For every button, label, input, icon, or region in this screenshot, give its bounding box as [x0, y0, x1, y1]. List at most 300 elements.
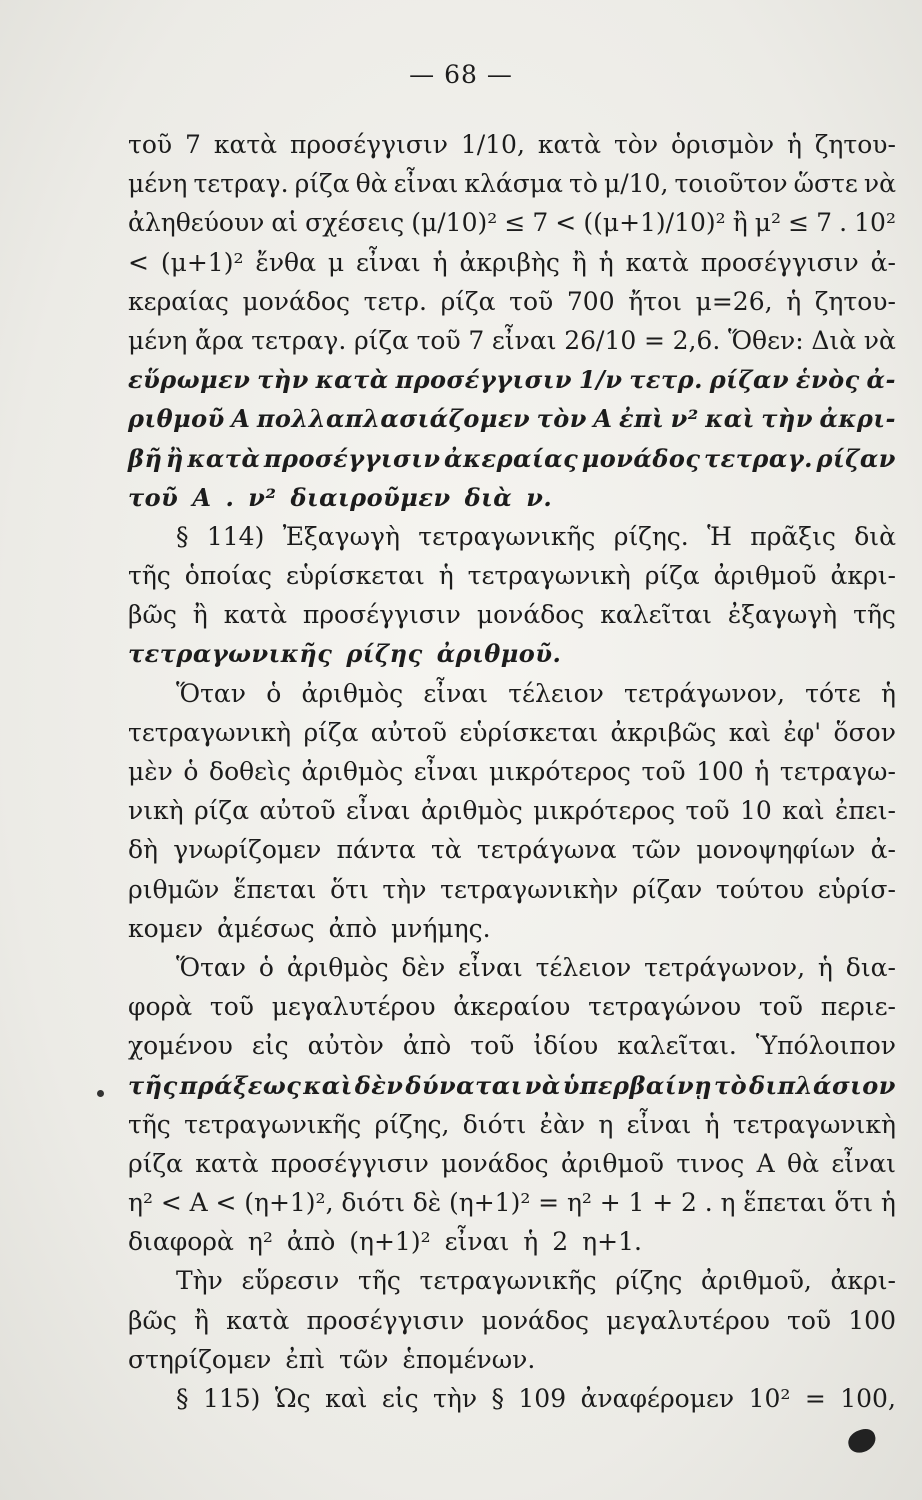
word: η+1.	[582, 1227, 642, 1257]
word: τινος	[676, 1148, 745, 1178]
word: ἀκρι-	[830, 561, 896, 591]
text-line	[128, 125, 896, 164]
word: ὁ	[266, 678, 282, 708]
word: ἀπὸ	[328, 913, 377, 943]
word: προσέγγισιν	[289, 130, 448, 159]
text-line	[128, 830, 896, 869]
word: κατὰ	[195, 1148, 259, 1178]
word: σχέσεις	[305, 208, 405, 238]
word: εἶναι	[444, 1227, 510, 1257]
word: δὲν	[354, 1070, 404, 1100]
word: νὰ	[863, 325, 896, 355]
word: ρίζα	[440, 286, 496, 316]
word: ὁποίας	[184, 561, 272, 591]
word: κατὰ	[187, 443, 261, 473]
word: ν²	[248, 482, 277, 512]
word: προσέγγισιν	[395, 365, 573, 395]
word: ρίζης	[615, 1266, 683, 1296]
word: Ὅταν	[176, 678, 247, 708]
word: κομεν	[128, 913, 204, 943]
word: ἀριθμὸς	[286, 952, 389, 982]
word: ρίζης.	[613, 521, 689, 551]
word: τοῦ	[758, 992, 803, 1022]
word: .	[225, 482, 235, 512]
word: εἶναι	[491, 325, 557, 355]
word: τοῦ	[128, 482, 179, 512]
word: εἶναι	[413, 757, 479, 786]
word: τετραγωνικὴ	[467, 561, 631, 591]
word: δὲ	[412, 1188, 442, 1218]
word: τὸν	[613, 130, 659, 159]
word: εὑρίσ-	[817, 874, 896, 904]
text-line	[128, 674, 896, 713]
ink-dot-mark	[97, 1090, 104, 1097]
word: ἀριθμὸς	[301, 678, 404, 708]
text-line	[128, 1183, 896, 1222]
word: εἶναι	[345, 796, 411, 826]
word: τέλειον	[508, 678, 604, 708]
word: ἀκριβῶς	[610, 717, 717, 747]
word: τοῦ	[641, 757, 686, 786]
word: τετράγωνον,	[644, 952, 806, 982]
word: τῆς	[128, 561, 171, 591]
word: τῆς	[128, 1109, 171, 1139]
word: στηρίζομεν	[128, 1344, 272, 1374]
word: ἢ	[192, 600, 208, 630]
word: προσέγγισιν	[302, 600, 461, 630]
word: διπλάσιον	[749, 1070, 896, 1100]
word: μονάδος	[441, 1148, 549, 1178]
word: 115)	[202, 1384, 261, 1413]
word: ἢ	[165, 443, 184, 473]
leaf-ornament-mark	[845, 1426, 878, 1456]
word: δὴ	[128, 835, 159, 865]
word: τὸ	[713, 1070, 748, 1100]
word: ἡ	[817, 952, 833, 982]
word: ἀκεραίας	[444, 443, 579, 473]
word: ἀναφέρομεν	[580, 1384, 735, 1413]
word: Ὑπόλοιπον	[755, 1031, 896, 1061]
word: 7	[532, 208, 549, 238]
word: μ=26,	[695, 286, 773, 316]
word: ἐπὶ	[285, 1344, 326, 1374]
word: κεραίας	[128, 286, 229, 316]
word: μένη	[128, 325, 188, 355]
word: τὴν	[382, 874, 427, 904]
word: 100,	[840, 1384, 896, 1413]
word: ἀ-	[870, 247, 896, 277]
word: 114)	[206, 521, 265, 551]
word: μεγαλυτέρου	[606, 1305, 770, 1335]
word: ὑπερβαίνῃ	[562, 1070, 713, 1100]
word: η²	[247, 1227, 273, 1257]
word: ἢ	[732, 208, 748, 238]
word: 2,6.	[672, 325, 721, 355]
word: ὥστε	[793, 169, 858, 199]
word: ρίζα	[194, 796, 249, 826]
word: διὰ	[464, 482, 513, 512]
word: τετραγωνικῆς	[418, 521, 596, 551]
word: φορὰ	[128, 992, 193, 1022]
word: καὶ	[303, 1070, 353, 1100]
word: πράξεως	[179, 1070, 302, 1100]
word: τῆς	[853, 600, 896, 630]
text-line	[128, 1105, 896, 1144]
word: ὁ	[258, 952, 274, 982]
word: ρίζα	[128, 1148, 183, 1178]
word: εἰς	[381, 1384, 419, 1413]
word: τοῦ	[787, 1305, 832, 1335]
word: εἶναι	[356, 247, 421, 277]
text-line	[128, 948, 896, 987]
word: .	[704, 1188, 713, 1218]
word: μ/10,	[603, 169, 669, 199]
word: 1/10,	[460, 130, 525, 159]
word: ἡ	[786, 130, 802, 159]
word: 100	[696, 757, 744, 786]
word: Ὡς	[274, 1384, 311, 1413]
word: ἡ	[880, 1188, 896, 1218]
text-line	[128, 1144, 896, 1183]
word: ρίζα	[303, 717, 359, 747]
word: η²	[128, 1188, 153, 1218]
word: μνήμης.	[391, 913, 491, 943]
word: Α	[593, 404, 613, 434]
word: κλάσμα	[464, 169, 563, 199]
word: Ὅταν	[176, 952, 247, 982]
word: (η+1)²	[349, 1227, 431, 1257]
word: δια-	[845, 952, 896, 982]
word: Α	[189, 1188, 208, 1218]
text-line	[128, 360, 896, 399]
word: γνωρίζομεν	[173, 835, 322, 865]
word: ἀληθεύουν	[128, 208, 265, 238]
word: ἀπὸ	[286, 1227, 336, 1257]
word: τέλειον	[535, 952, 632, 982]
word: τοῦ	[128, 130, 173, 159]
word: τοῦ	[209, 992, 254, 1022]
word: τοῦ	[509, 286, 554, 316]
word: ἀ-	[870, 835, 896, 865]
page-body-text	[128, 125, 896, 1418]
word: ἀκεραίου	[453, 992, 571, 1022]
word: ἡ	[438, 561, 454, 591]
word: τὴν	[433, 1384, 478, 1413]
word: τετράγωνον,	[624, 678, 785, 708]
word: προσέγγισιν	[270, 1148, 429, 1178]
word: ἐφ'	[783, 717, 822, 747]
word: διὰ	[854, 521, 896, 551]
word: ἀμέσως	[217, 913, 315, 943]
word: ἀριθμὸς	[301, 757, 404, 786]
word: τοῦ	[470, 1031, 515, 1061]
word: τῶν	[339, 1344, 389, 1374]
text-line	[128, 399, 896, 438]
word: η	[720, 1188, 736, 1218]
word: ἢ	[571, 247, 587, 277]
word: δὲν	[401, 952, 446, 982]
word: ἕπεται	[743, 1188, 827, 1218]
word: ἀριθμοῦ.	[436, 639, 562, 669]
word: κατὰ	[625, 247, 689, 277]
word: νὰ	[863, 169, 896, 199]
text-line	[128, 634, 896, 673]
word: =	[643, 325, 665, 355]
word: δύναται	[405, 1070, 523, 1100]
word: ἡ	[598, 247, 614, 277]
word: προσέγγισιν	[700, 247, 859, 277]
word: ἀριθμὸς	[420, 796, 523, 826]
word: ἑνὸς	[795, 365, 860, 395]
word: 2	[681, 1188, 697, 1218]
word: αὐτοῦ	[259, 796, 336, 826]
word: τετραγωνικὴν	[440, 874, 619, 904]
text-line	[128, 556, 896, 595]
word: εὑρίσκεται	[459, 717, 599, 747]
word: ἐξαγωγὴ	[727, 600, 838, 630]
text-line	[128, 1066, 896, 1105]
word: πρᾶξις	[750, 521, 836, 551]
word: ἀριθμοῦ	[713, 561, 817, 591]
word: εὕρεσιν	[241, 1266, 340, 1296]
word: τῆς	[128, 1070, 178, 1100]
word: τὴν	[257, 365, 309, 395]
word: (η+1)²,	[244, 1188, 334, 1218]
word: Ἐξαγωγὴ	[282, 521, 400, 551]
text-line	[128, 282, 896, 321]
word: χομένου	[128, 1031, 233, 1061]
text-line	[128, 439, 896, 478]
word: ρίζης	[346, 639, 423, 669]
word: ἤτοι	[628, 286, 682, 316]
word: βῶς	[128, 1305, 177, 1335]
word: τετραγωνικῆς	[184, 1109, 362, 1139]
word: ἡ	[786, 286, 802, 316]
word: τετραγ.	[251, 325, 347, 355]
word: κατὰ	[223, 600, 287, 630]
word: +	[652, 1188, 674, 1218]
word: ἰδίου	[533, 1031, 599, 1061]
word: τετραγω-	[779, 757, 896, 786]
word: μένη	[128, 169, 188, 199]
word: διαιροῦμεν	[290, 482, 451, 512]
word: ρίζαν	[816, 443, 896, 473]
word: νικὴ	[128, 796, 184, 826]
word: ≤	[504, 208, 526, 238]
word: τετραγωνικὴ	[128, 717, 292, 747]
word: αὐτοῦ	[370, 717, 447, 747]
word: καὶ	[782, 796, 825, 826]
word: μὲν	[128, 757, 173, 786]
word: βῆ	[128, 443, 163, 473]
word: ἀ-	[866, 365, 896, 395]
text-line	[128, 595, 896, 634]
word: ἐπὶ	[618, 404, 665, 434]
word: τετρ.	[629, 365, 703, 395]
word: ἑπομένων.	[402, 1344, 536, 1374]
word: θὰ	[787, 1148, 819, 1178]
text-line	[128, 791, 896, 830]
word: ν.	[526, 482, 553, 512]
word: η²	[566, 1188, 592, 1218]
word: νὰ	[524, 1070, 561, 1100]
word: 700	[566, 286, 615, 316]
word: ἀκρι-	[830, 1266, 896, 1296]
word: μ²	[754, 208, 782, 238]
word: 7	[816, 208, 833, 238]
word: ἀπὸ	[402, 1031, 452, 1061]
word: ἄρα	[195, 325, 244, 355]
word: 10²	[854, 208, 896, 238]
word: τότε	[805, 678, 861, 708]
word: μονάδος	[581, 443, 701, 473]
word: τούτου	[715, 874, 805, 904]
word: ἀκρι-	[819, 404, 896, 434]
word: προσέγγισιν	[306, 1305, 465, 1335]
word: ἡ	[523, 1227, 539, 1257]
word: ἀκριβὴς	[459, 247, 560, 277]
word: δοθεὶς	[209, 757, 291, 786]
word: τῆς	[358, 1266, 401, 1296]
word: Α	[231, 404, 251, 434]
text-line	[128, 1261, 896, 1300]
word: πολλαπλασιάζομεν	[256, 404, 531, 434]
word: ὁ	[183, 757, 199, 786]
word: ἢ	[193, 1305, 209, 1335]
word: κατὰ	[315, 365, 389, 395]
page-number: — 68 —	[409, 60, 513, 89]
word: θὰ	[355, 169, 388, 199]
word: μεγαλυτέρου	[271, 992, 436, 1022]
word: 10	[740, 796, 772, 826]
text-line	[128, 752, 896, 791]
word: διότι	[341, 1188, 405, 1218]
word: ((μ+1)/10)²	[583, 208, 726, 238]
word: ἀριθμοῦ	[561, 1148, 664, 1178]
word: ἡ	[704, 1109, 720, 1139]
text-line	[128, 1340, 896, 1379]
word: τετραγ.	[193, 169, 289, 199]
word: 10²	[748, 1384, 791, 1413]
word: μονάδος	[476, 600, 585, 630]
word: ἐπει-	[834, 796, 896, 826]
word: ὅτι	[330, 874, 369, 904]
word: ρίζα	[294, 169, 350, 199]
word: ἀριθμοῦ,	[700, 1266, 812, 1296]
text-line	[128, 203, 896, 242]
word: τοῦ	[416, 325, 461, 355]
text-line	[128, 1379, 896, 1418]
word: τὴν	[761, 404, 814, 434]
word: Ἡ	[707, 521, 732, 551]
text-line	[128, 321, 896, 360]
word: τετράγωνα	[476, 835, 617, 865]
word: ζητου-	[814, 130, 896, 159]
word: ἕπεται	[233, 874, 317, 904]
word: εὕρωμεν	[128, 365, 251, 395]
word: αὐτὸν	[307, 1031, 384, 1061]
word: τετραγ.	[704, 443, 814, 473]
word: ὅσον	[833, 717, 896, 747]
word: εἶναι	[831, 1148, 896, 1178]
word: 7	[468, 325, 485, 355]
text-line	[128, 1026, 896, 1065]
word: καὶ	[325, 1384, 368, 1413]
word: (μ+1)²	[160, 247, 244, 277]
word: καλεῖται	[600, 600, 712, 630]
word: προσέγγισιν	[263, 443, 441, 473]
word: βῶς	[128, 600, 177, 630]
word: ἡ	[754, 757, 770, 786]
word: §	[491, 1384, 504, 1413]
text-line	[128, 1301, 896, 1340]
word: +	[599, 1188, 621, 1218]
word: Ὅθεν:	[727, 325, 804, 355]
word: Α	[192, 482, 212, 512]
word: 26/10	[564, 325, 637, 355]
word: εἰς	[251, 1031, 289, 1061]
word: ὁρισμὸν	[670, 130, 775, 159]
word: μικρότερος	[488, 757, 631, 786]
word: διότι	[462, 1109, 527, 1139]
text-line	[128, 243, 896, 282]
text-line	[128, 713, 896, 752]
text-line	[128, 909, 896, 948]
word: Α	[756, 1148, 775, 1178]
text-line	[128, 517, 896, 556]
word: τετραγωνικῆς	[419, 1266, 597, 1296]
word: διαφορὰ	[128, 1227, 234, 1257]
word: Διὰ	[811, 325, 857, 355]
word: 109	[518, 1384, 567, 1413]
word: η	[598, 1109, 614, 1139]
word: εἶναι	[393, 169, 459, 199]
word: περιε-	[820, 992, 896, 1022]
word: =	[538, 1188, 560, 1218]
word: §	[176, 1384, 189, 1413]
word: ἐὰν	[539, 1109, 586, 1139]
word: εἶναι	[626, 1109, 692, 1139]
word: <	[128, 247, 149, 277]
word: καὶ	[728, 717, 772, 747]
word: §	[176, 521, 189, 551]
text-line	[128, 478, 896, 517]
word: ὅτι	[834, 1188, 874, 1218]
word: τὸ	[569, 169, 598, 199]
word: 2	[552, 1227, 569, 1257]
word: εἶναι	[423, 678, 489, 708]
word: =	[804, 1384, 826, 1413]
word: 100	[848, 1305, 896, 1335]
word: ρίζαν	[632, 874, 703, 904]
word: <	[215, 1188, 237, 1218]
word: κατὰ	[537, 130, 602, 159]
word: τοῦ	[685, 796, 730, 826]
text-line	[128, 1222, 896, 1261]
text-line	[128, 164, 896, 203]
word: ρίζης,	[374, 1109, 450, 1139]
word: καὶ	[705, 404, 755, 434]
word: τετραγωνικὴ	[732, 1109, 896, 1139]
word: τετρ.	[363, 286, 427, 316]
word: εὑρίσκεται	[285, 561, 425, 591]
word: κατὰ	[226, 1305, 290, 1335]
word: ρίζαν	[709, 365, 790, 395]
word: αἱ	[271, 208, 299, 238]
word: 1/ν	[578, 365, 623, 395]
word: πάντα	[336, 835, 416, 865]
word: ρίζα	[644, 561, 700, 591]
